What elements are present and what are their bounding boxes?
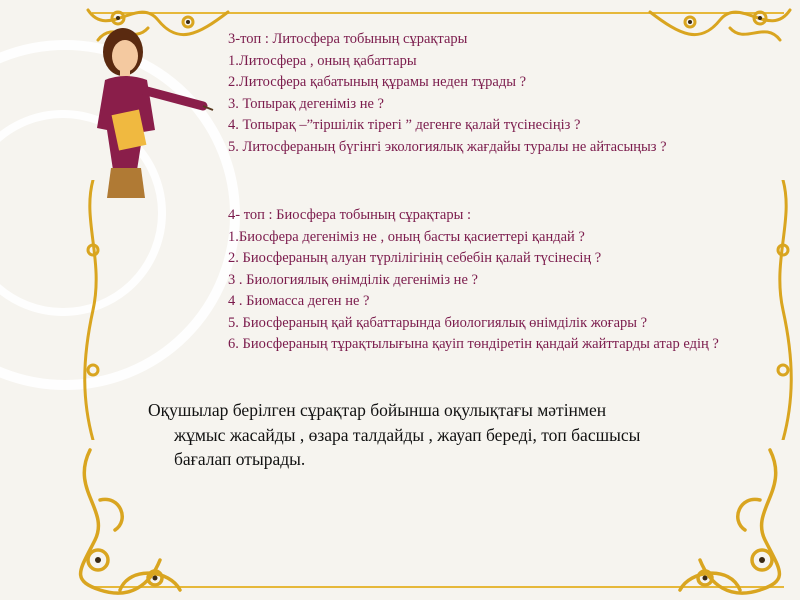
group4-question: 1.Биосфера дегеніміз не , оның басты қасиеттері қандай ?: [228, 228, 585, 245]
summary-line: бағалап отырады.: [174, 449, 306, 469]
group3-question: 2.Литосфера қабатының құрамы неден тұрады ?: [228, 74, 527, 90]
group4-question: 5. Биосфераның қай қабаттарында биологиялық өнімділік жоғары ?: [228, 314, 648, 331]
teacher-illustration-icon: [85, 20, 215, 200]
group3-question: 4. Топырақ –”тіршілік тірегі ” дегенге қалай түсінесіңіз ?: [228, 117, 581, 133]
group4-question: 4 . Биомасса деген не ?: [228, 293, 370, 309]
group3-question: 1.Литосфера , оның қабаттары: [228, 52, 417, 69]
group3-question: 5. Литосфераның бүгінгі экологиялық жағдайы туралы не айтасыңыз ?: [228, 138, 667, 155]
group4-title: 4- топ : Биосфера тобының сұрақтары :: [228, 207, 472, 223]
summary-line: жұмыс жасайды , өзара талдайды , жауап береді, топ басшысы: [174, 424, 641, 445]
right-scroll-ornament-icon: [772, 180, 794, 440]
group4-question: 2. Биосфераның алуан түрлілігінің себебін қалай түсінесің ?: [228, 250, 602, 266]
summary-paragraph: [148, 398, 738, 472]
group3-question: 3. Топырақ дегеніміз не ?: [228, 95, 384, 112]
left-scroll-ornament-icon: [82, 180, 104, 440]
group3-question-list: [228, 29, 788, 158]
summary-line: Оқушылар берілген сұрақтар бойынша оқулықтағы мәтінмен: [148, 400, 607, 420]
group4-question-list: [228, 205, 768, 356]
group4-question: 6. Биосфераның тұрақтылығына қауіп төндіретін қандай жайттарды атар едің ?: [228, 336, 719, 352]
group4-question: 3 . Биологиялық өнімділік дегеніміз не ?: [228, 271, 478, 288]
group3-title: 3-топ : Литосфера тобының сұрақтары: [228, 31, 468, 47]
